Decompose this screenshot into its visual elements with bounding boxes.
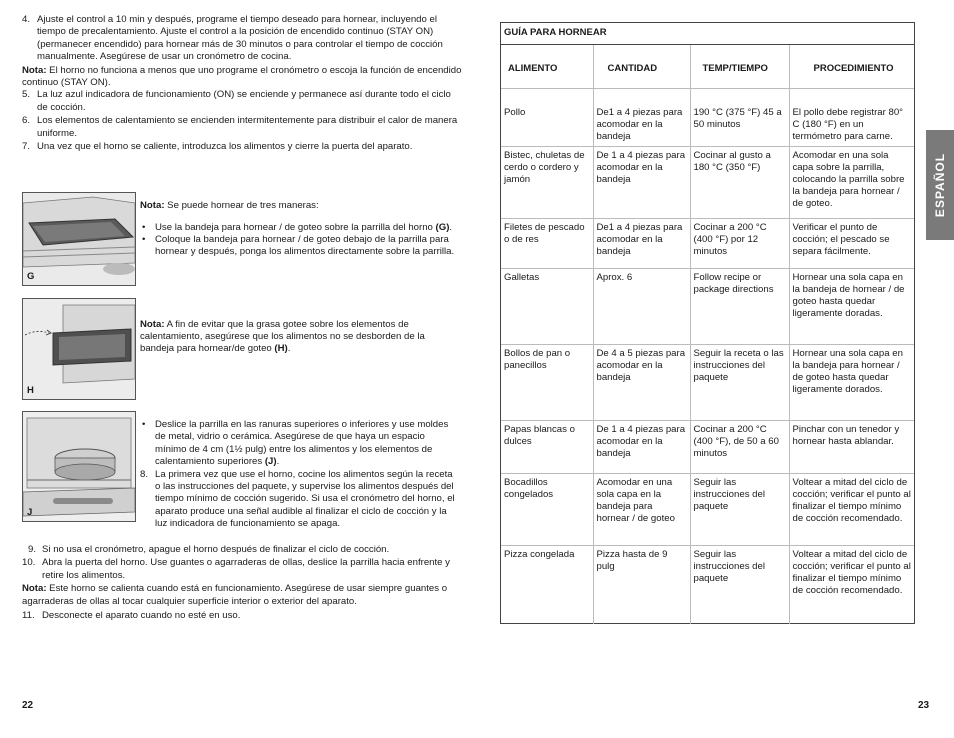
step-5: 5. La luz azul indicadora de funcionamiento (ON) se enciende y permanece así durante todo el ciclo de cocción. (22, 89, 451, 113)
language-tab-label: ESPAÑOL (933, 152, 947, 218)
step-11: 11. Desconecte el aparato cuando no esté en uso. (22, 610, 241, 622)
step-7: 7. Una vez que el horno se caliente, introduzca los alimentos y cierre la puerta del aparato. (22, 141, 413, 153)
left-page-text-bottom (22, 544, 462, 623)
table-title-row (501, 23, 914, 45)
header-procedimiento: PROCEDIMIENTO (789, 45, 914, 89)
page-number-right: 23 (918, 700, 930, 711)
bullet-2: • Coloque la bandeja para hornear / de goteo debajo de la parrilla para hornear y después, ponga los alimentos directamente sobre la parrilla. (140, 234, 458, 259)
table-row: Filetes de pescado o de res De1 a 4 piezas para acomodar en la bandeja Cocinar a 200 °C (400 °F) por 12 minutos Verificar el punto de cocción; el pescado se separa fácilmente. (501, 219, 914, 269)
page-number-left: 22 (22, 700, 34, 711)
bullet-3-block (140, 419, 458, 532)
bullet-1: • Use la bandeja para hornear / de goteo sobre la parrilla del horno (G). (140, 222, 458, 234)
oven-illustration-j (23, 412, 135, 521)
language-side-tab (926, 130, 954, 240)
note-2-block (140, 190, 458, 259)
table-row: Pollo De1 a 4 piezas para acomodar en la bandeja 190 °C (375 °F) 45 a 50 minutos El pollo debe registrar 80° C (180 °F) en un termómetro para carne. (501, 89, 914, 147)
note-4: Nota: Este horno se calienta cuando está en funcionamiento. Asegúrese de usar siempre guantes o agarraderas de ollas al tocar cualquier superficie interior o exterior del aparato. (22, 583, 448, 607)
note-3-block (140, 309, 458, 365)
figure-g-oven-tray-on-rack (22, 192, 136, 286)
figure-label-j: J (27, 507, 33, 518)
table-row: Galletas Aprox. 6 Follow recipe or package directions Hornear una sola capa en la bandeja de hornear / de goteo hasta quedar ligeramente doradas. (501, 269, 914, 345)
step-6: 6. Los elementos de calentamiento se encienden intermitentemente para distribuir el calor de manera uniforme. (22, 115, 458, 139)
figure-label-h: H (27, 385, 34, 396)
table-row: Bollos de pan o panecillos De 4 a 5 piezas para acomodar en la bandeja Seguir la receta o las instrucciones del paquete Hornear una sola capa en la bandeja para hornear / de goteo hasta quedar ligeramente dorados. (501, 345, 914, 421)
note-3: Nota: A fin de evitar que la grasa gotee sobre los elementos de calentamiento, asegúrese que los alimentos no se desborden de la bandeja para hornear/de goteo (H). (140, 318, 425, 355)
table-header-row (501, 45, 914, 89)
note-2: Nota: Se puede hornear de tres maneras: (140, 199, 319, 211)
table-title: GUÍA PARA HORNEAR (501, 23, 914, 45)
oven-illustration-h (23, 299, 135, 399)
note-1: Nota: El horno no funciona a menos que uno programe el cronómetro o escoja la función de encendido continuo (STAY ON). (22, 64, 462, 89)
baking-guide-table (500, 22, 915, 624)
step-9: 9. Si no usa el cronómetro, apague el horno después de finalizar el ciclo de cocción. (28, 544, 390, 555)
table-row: Pizza congelada Pizza hasta de 9 pulg Seguir las instrucciones del paquete Voltear a mitad del ciclo de cocción; verificar el punto al finalizar el tiempo mínimo de cocción recomendado. (501, 546, 914, 624)
table-row: Bocadillos congelados Acomodar en una sola capa en la bandeja para hornear / de goteo Seguir las instrucciones del paquete Voltear a mitad del ciclo de cocción; verificar el punto al finalizar el tiempo mínimo de cocción recomendado. (501, 474, 914, 546)
baking-table (501, 23, 914, 624)
figure-j-dish-in-oven (22, 411, 136, 522)
header-cantidad: CANTIDAD (593, 45, 690, 89)
bullet-3: • Deslice la parrilla en las ranuras superiores o inferiores y use moldes de metal, vidrio o cerámica. Asegúrese de que haya un espacio mínimo de 4 cm (1½ pulg) entre los alimentos y los elementos de calentamiento superiores (J). (140, 419, 458, 469)
figure-h-tray-in-oven (22, 298, 136, 400)
header-alimento: ALIMENTO (508, 63, 558, 74)
step-8: 8. La primera vez que use el horno, cocine los alimentos según la receta o las instrucciones del paquete, y supervise los alimentos después del tiempo mínimo de cocción sugerido. Si usa el cronómetro del horno, el aparato produce una señal audible al finalizar el ciclo de cocción y la luz indicadora de funcionamiento se apaga. (140, 468, 455, 530)
table-row: Bistec, chuletas de cerdo o cordero y jamón De 1 a 4 piezas para acomodar en la bandeja Cocinar al gusto a 180 °C (350 °F) Acomodar en una sola capa sobre la parrilla, colocando la parrilla sobre la bandeja para hornear / de goteo. (501, 147, 914, 219)
figure-label-g: G (27, 271, 35, 282)
table-row: Papas blancas o dulces De 1 a 4 piezas para acomodar en la bandeja Cocinar a 200 °C (400 °F), de 50 a 60 minutos Pinchar con un tenedor y hornear hasta ablandar. (501, 421, 914, 474)
step-10: 10. Abra la puerta del horno. Use guantes o agarraderas de ollas, deslice la parrilla hacia enfrente y retire los alimentos. (22, 557, 450, 581)
left-page-text-top (22, 14, 462, 154)
header-temp-tiempo: TEMP/TIEMPO (690, 45, 789, 89)
oven-illustration-g (23, 193, 135, 285)
step-4: 4. Ajuste el control a 10 min y después, programe el tiempo deseado para hornear, incluyendo el tiempo de precalentamiento. Ajuste el control a la posición de encendido continuo (STAY ON) (permanecer encendido) para hornear más de 30 minutos o para controlar el tiempo de cocción manualmente. Asegúrese de usar un cronómetro de cocina. (22, 14, 443, 63)
